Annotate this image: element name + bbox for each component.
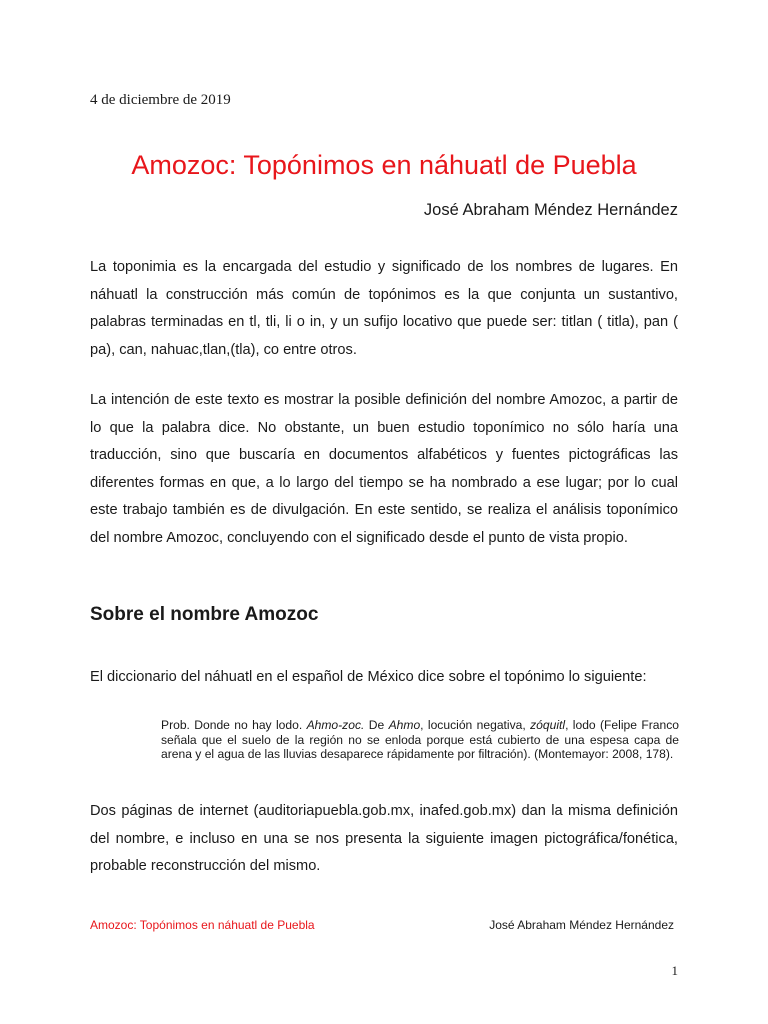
quote-mid-1: De bbox=[364, 718, 389, 732]
quote-lead: Prob. Donde no hay lodo. bbox=[161, 718, 307, 732]
footer-title: Amozoc: Topónimos en náhuatl de Puebla bbox=[90, 918, 315, 932]
footer-author: José Abraham Méndez Hernández bbox=[489, 918, 674, 932]
quote-mid-2: , locución negativa, bbox=[420, 718, 531, 732]
document-title: Amozoc: Topónimos en náhuatl de Puebla bbox=[131, 150, 637, 180]
page-number: 1 bbox=[671, 963, 678, 978]
paragraph-intencion: La intención de este texto es mostrar la posible definición del nombre Amozoc, a partir de lo que la palabra dice. No obstante, un buen estudio toponímico no sólo haría una traducción, sino que buscaría en documentos alfabéticos y fuentes pictográficas las diferentes formas en que, a lo largo del tiempo se ha nombrado a ese lugar; por lo cual este trabajo también es de divulgación. En este sentido, se realiza el análisis toponímico del nombre Amozoc, concluyendo con el significado desde el punto de vista propio. bbox=[90, 392, 678, 546]
document-date: 4 de diciembre de 2019 bbox=[90, 92, 231, 108]
document-author: José Abraham Méndez Hernández bbox=[423, 201, 678, 219]
paragraph-toponimia: La toponimia es la encargada del estudio y significado de los nombres de lugares. En náhuatl la construcción más común de topónimos es la que conjunta un sustantivo, palabras terminadas en tl, tli, li o in, y un sufijo locativo que puede ser: titlan ( titla), pan ( pa), can, nahuac,tlan,(tla), co entre otros. bbox=[90, 259, 678, 358]
section-heading: Sobre el nombre Amozoc bbox=[90, 604, 319, 625]
dictionary-quote bbox=[161, 718, 679, 762]
paragraph-internet: Dos páginas de internet (auditoriapuebla.gob.mx, inafed.gob.mx) dan la misma definición del nombre, e incluso en una se nos presenta la siguiente imagen pictográfica/fonética, probable reconstrucción del mismo. bbox=[90, 803, 678, 874]
quote-term-ahmo: Ahmo bbox=[388, 718, 421, 732]
section-intro: El diccionario del náhuatl en el español de México dice sobre el topónimo lo siguiente: bbox=[90, 669, 647, 685]
quote-rest: , lodo (Felipe Franco señala que el suelo de la región no se enloda porque está cubierto de una espesa capa de arena y el agua de las lluvias desaparece rápidamente por filtración). (Montemayor: 2008, 178). bbox=[161, 718, 679, 762]
quote-term-zoquitl: zóquitl bbox=[530, 718, 566, 732]
quote-term-ahmo-zoc: Ahmo-zoc. bbox=[306, 718, 365, 732]
